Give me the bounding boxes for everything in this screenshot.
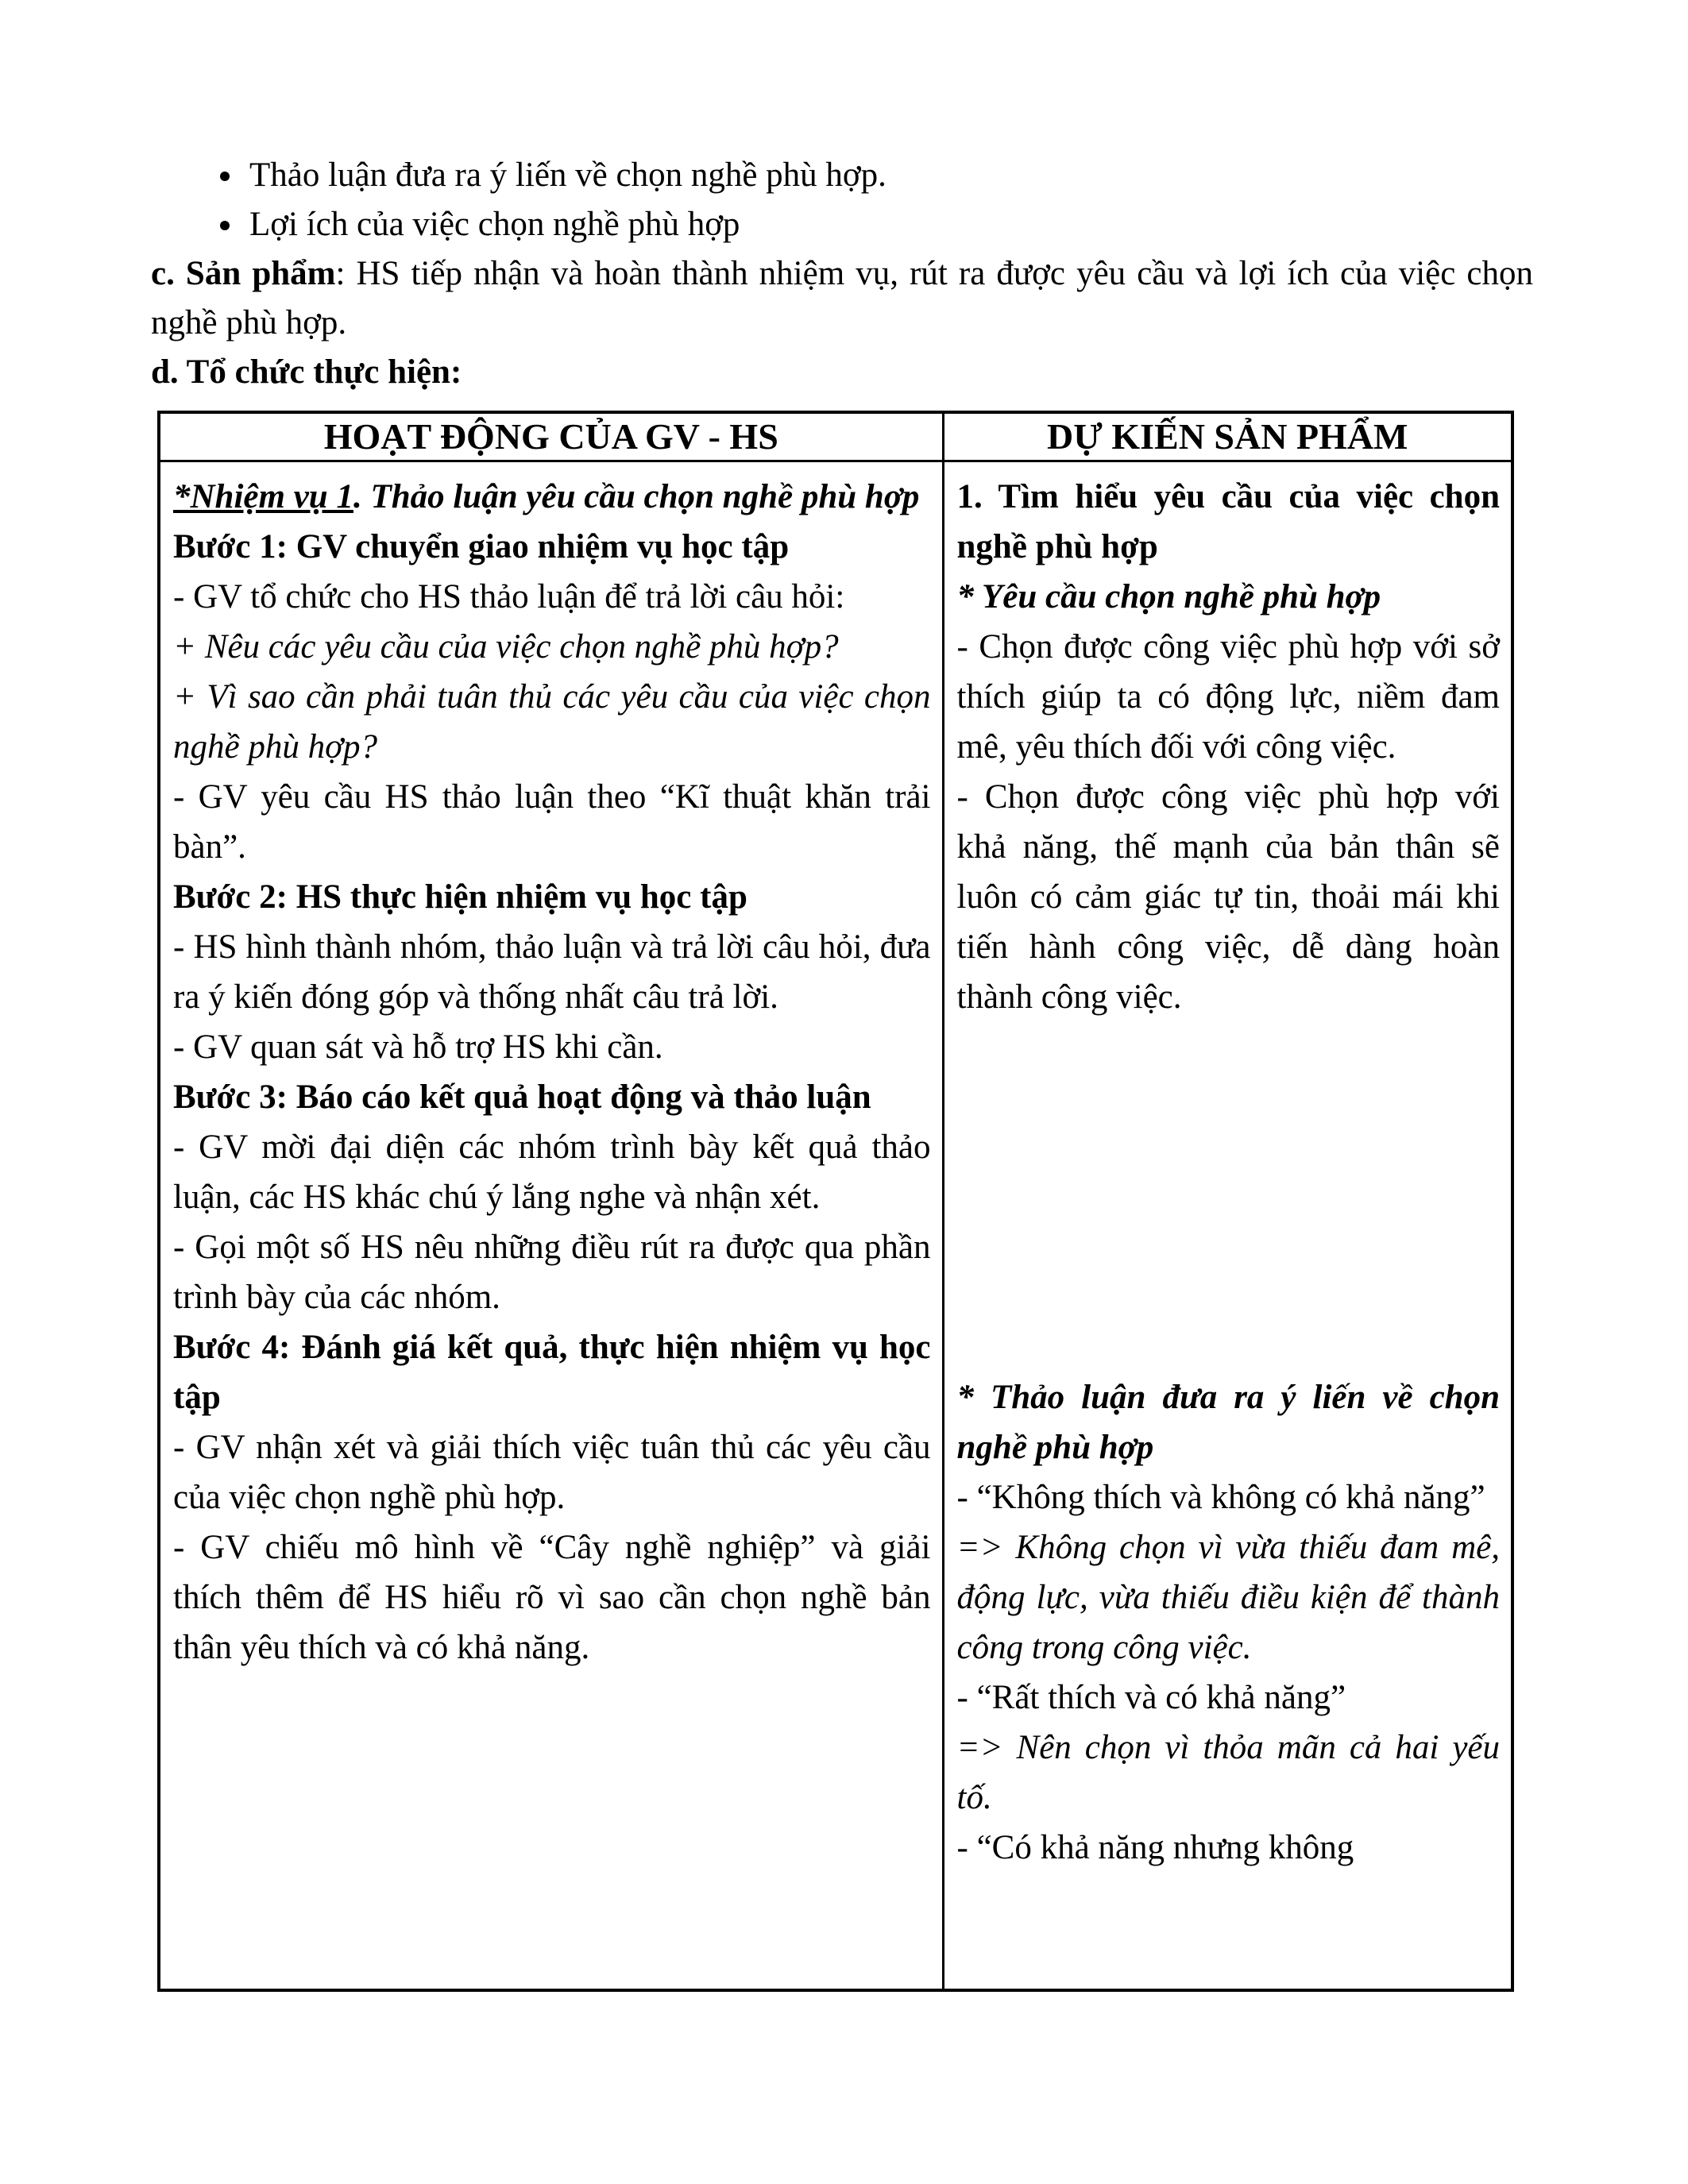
text-segment: - GV quan sát và hỗ trợ HS khi cần. bbox=[173, 1028, 663, 1066]
text-segment: => Không chọn vì vừa thiếu đam mê, động lực, vừa thiếu điều kiện để thành công trong công việc. bbox=[956, 1529, 1500, 1666]
text-segment: - GV yêu cầu HS thảo luận theo “Kĩ thuật khăn trải bàn”. bbox=[173, 778, 931, 866]
text-segment: - “Rất thích và có khả năng” bbox=[956, 1679, 1346, 1716]
activity-table bbox=[157, 411, 1514, 1992]
text-segment: Bước 3: Báo cáo kết quả hoạt động và thảo luận bbox=[173, 1078, 871, 1116]
text-segment: * Yêu cầu chọn nghề phù hợp bbox=[956, 578, 1381, 615]
product-paragraph bbox=[957, 1472, 1501, 1522]
activity-paragraph bbox=[173, 772, 931, 872]
text-segment: Bước 4: Đánh giá kết quả, thực hiện nhiệm vụ học tập bbox=[173, 1329, 931, 1416]
activity-paragraph bbox=[173, 672, 931, 772]
activity-paragraph bbox=[173, 1122, 931, 1222]
activity-paragraph bbox=[173, 1072, 931, 1122]
text-segment: . Thảo luận yêu cầu chọn nghề phù hợp bbox=[353, 478, 920, 515]
text-segment: - GV chiếu mô hình về “Cây nghề nghiệp” và giải thích thêm để HS hiểu rõ vì sao cần chọn nghề bản thân yêu thích và có khả năng. bbox=[173, 1529, 931, 1666]
text-segment: - “Có khả năng nhưng không bbox=[956, 1829, 1354, 1866]
cell-expected-products bbox=[943, 461, 1512, 1991]
text-segment: d. Tổ chức thực hiện bbox=[151, 353, 450, 391]
activity-paragraph bbox=[173, 1022, 931, 1072]
vertical-spacer bbox=[957, 1022, 1501, 1372]
table-header-row bbox=[159, 412, 1512, 461]
activity-paragraph bbox=[173, 922, 931, 1022]
activity-paragraph bbox=[173, 1522, 931, 1673]
intro-paragraph bbox=[151, 249, 1533, 348]
activity-paragraph bbox=[173, 1222, 931, 1322]
intro-paragraphs bbox=[151, 249, 1533, 397]
activity-paragraph bbox=[173, 1422, 931, 1522]
text-segment: * Thảo luận đưa ra ý liến về chọn nghề phù hợp bbox=[956, 1379, 1500, 1466]
product-paragraph bbox=[957, 1522, 1501, 1673]
text-segment: + Nêu các yêu cầu của việc chọn nghề phù hợp? bbox=[173, 628, 839, 666]
text-segment: : HS tiếp nhận và hoàn thành nhiệm vụ, rút ra được yêu cầu và lợi ích của việc chọn nghề phù hợp. bbox=[151, 255, 1533, 341]
activity-paragraph bbox=[173, 472, 931, 522]
header-gv-hs-activities: HOẠT ĐỘNG CỦA GV - HS bbox=[159, 412, 943, 461]
bullet-item: • Thảo luận đưa ra ý liến về chọn nghề phù hợp. bbox=[245, 151, 1533, 200]
table-body-row bbox=[159, 461, 1512, 1991]
text-segment: - Chọn được công việc phù hợp với khả năng, thế mạnh của bản thân sẽ luôn có cảm giác tự tin, thoải mái khi tiến hành công việc, dễ dàng hoàn thành công việc. bbox=[956, 778, 1500, 1016]
text-segment: : bbox=[450, 353, 462, 391]
right-column-block2 bbox=[957, 1372, 1501, 1873]
text-segment: *Nhiệm vụ 1 bbox=[173, 478, 353, 515]
bullet-list bbox=[151, 151, 1533, 249]
text-segment: Bước 1: GV chuyển giao nhiệm vụ học tập bbox=[173, 528, 790, 565]
product-paragraph bbox=[957, 572, 1501, 622]
text-segment: c. Sản phẩm bbox=[151, 255, 336, 292]
text-segment: - GV nhận xét và giải thích việc tuân thủ các yêu cầu của việc chọn nghề phù hợp. bbox=[173, 1429, 931, 1516]
text-segment: => Nên chọn vì thỏa mãn cả hai yếu tố. bbox=[956, 1729, 1500, 1816]
product-paragraph bbox=[957, 772, 1501, 1022]
text-segment: - Gọi một số HS nêu những điều rút ra được qua phần trình bày của các nhóm. bbox=[173, 1229, 931, 1316]
activity-paragraph bbox=[173, 572, 931, 622]
cell-gv-hs-activities bbox=[159, 461, 943, 1991]
product-paragraph bbox=[957, 1723, 1501, 1823]
text-segment: - GV tổ chức cho HS thảo luận để trả lời câu hỏi: bbox=[173, 578, 845, 615]
text-segment: - GV mời đại diện các nhóm trình bày kết quả thảo luận, các HS khác chú ý lắng nghe và nhận xét. bbox=[173, 1129, 931, 1216]
product-paragraph bbox=[957, 622, 1501, 772]
text-segment: - HS hình thành nhóm, thảo luận và trả lời câu hỏi, đưa ra ý kiến đóng góp và thống nhất câu trả lời. bbox=[173, 928, 931, 1016]
intro-paragraph bbox=[151, 348, 1533, 397]
text-segment: - Chọn được công việc phù hợp với sở thích giúp ta có động lực, niềm đam mê, yêu thích đối với công việc. bbox=[956, 628, 1500, 766]
text-segment: + Vì sao cần phải tuân thủ các yêu cầu của việc chọn nghề phù hợp? bbox=[173, 678, 931, 766]
bullet-item: • Lợi ích của việc chọn nghề phù hợp bbox=[245, 200, 1533, 249]
text-segment: Bước 2: HS thực hiện nhiệm vụ học tập bbox=[173, 878, 747, 916]
text-segment: - “Không thích và không có khả năng” bbox=[956, 1479, 1485, 1516]
activity-paragraph bbox=[173, 522, 931, 572]
product-paragraph bbox=[957, 1823, 1501, 1873]
activity-paragraph bbox=[173, 622, 931, 672]
intro-section bbox=[151, 151, 1533, 397]
right-column-block1 bbox=[957, 472, 1501, 1022]
product-paragraph bbox=[957, 472, 1501, 572]
header-expected-products: DỰ KIẾN SẢN PHẨM bbox=[943, 412, 1512, 461]
text-segment: 1. Tìm hiểu yêu cầu của việc chọn nghề phù hợp bbox=[956, 478, 1500, 565]
product-paragraph bbox=[957, 1372, 1501, 1472]
left-column-content bbox=[173, 472, 931, 1673]
product-paragraph bbox=[957, 1673, 1501, 1723]
activity-paragraph bbox=[173, 1322, 931, 1422]
activity-paragraph bbox=[173, 872, 931, 922]
